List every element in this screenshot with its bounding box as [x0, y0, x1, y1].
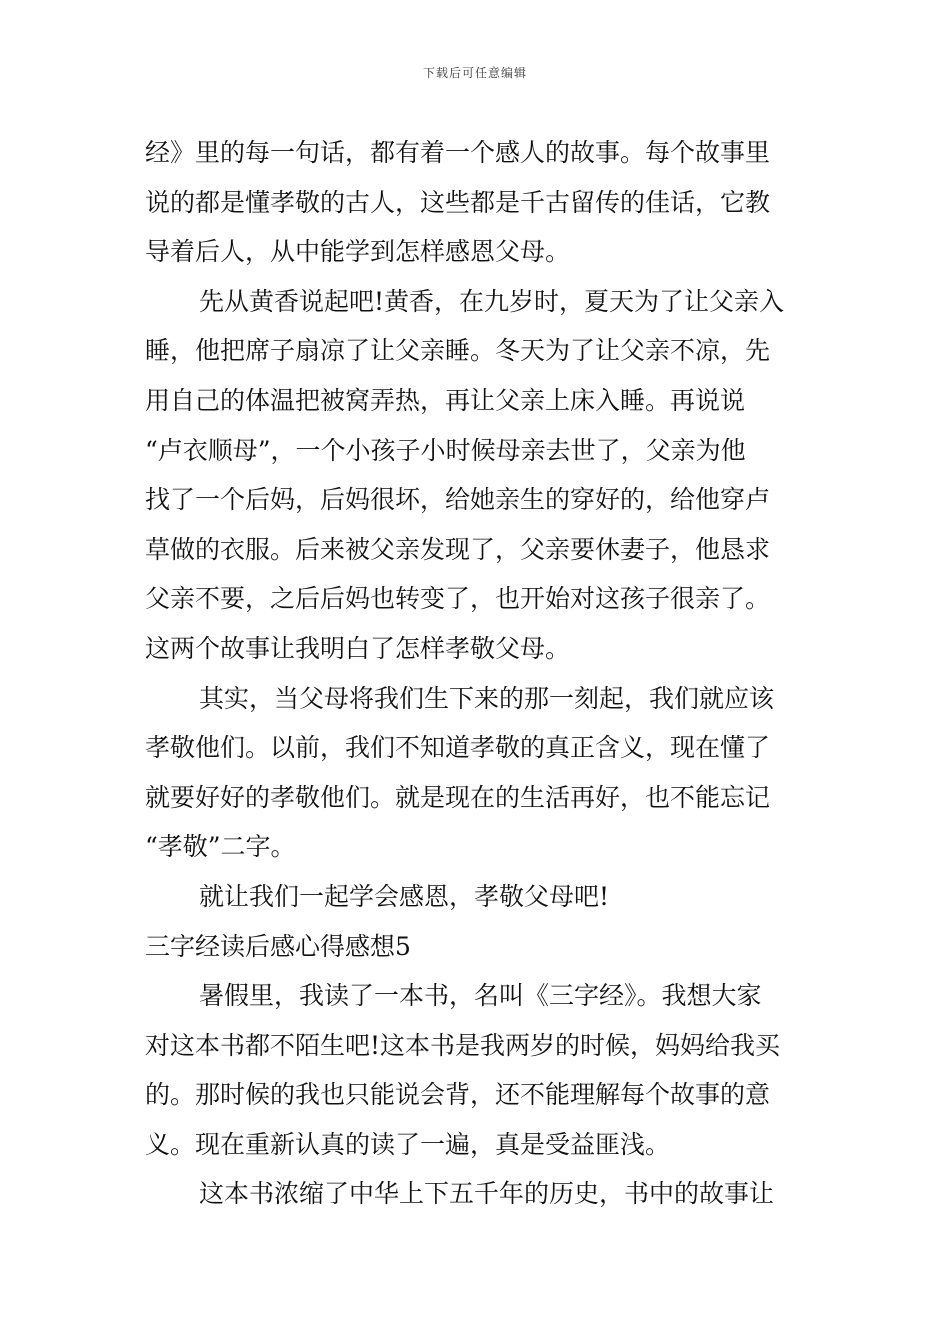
text-line: 导着后人，从中能学到怎样感恩父母。: [145, 237, 571, 267]
paragraph-start-line: 这本书浓缩了中华上下五千年的历史，书中的故事让: [199, 1179, 775, 1209]
text-line: 找了一个后妈，后妈很坏，给她亲生的穿好的，给他穿卢: [145, 485, 771, 515]
text-line: 经》里的每一句话，都有着一个感人的故事。每个故事里: [145, 138, 771, 167]
text-line: 义。现在重新认真的读了一遍，真是受益匪浅。: [145, 1129, 671, 1159]
paragraph-start-line: 先从黄香说起吧!黄香，在九岁时，夏天为了让父亲入: [199, 286, 785, 316]
paragraph-start-line: 其实，当父母将我们生下来的那一刻起，我们就应该: [199, 683, 775, 713]
section-title: 三字经读后感心得感想5: [145, 931, 411, 961]
text-line: “孝敬”二字。: [145, 832, 296, 862]
paragraph-start-line: 暑假里，我读了一本书，名叫《三字经》。我想大家: [199, 981, 762, 1011]
text-line: 这两个故事让我明白了怎样孝敬父母。: [145, 633, 571, 663]
text-line: 草做的衣服。后来被父亲发现了，父亲要休妻子，他恳求: [145, 534, 771, 564]
text-line: 就要好好的孝敬他们。就是现在的生活再好，也不能忘记: [145, 782, 771, 812]
text-line: “卢衣顺母”，一个小孩子小时候母亲去世了，父亲为他: [145, 435, 746, 465]
text-line: 睡，他把席子扇凉了让父亲睡。冬天为了让父亲不凉，先: [145, 336, 771, 366]
text-line: 对这本书都不陌生吧!这本书是我两岁的时候，妈妈给我买: [145, 1030, 781, 1060]
text-line: 的。那时候的我也只能说会背，还不能理解每个故事的意: [145, 1080, 771, 1110]
paragraph-start-line: 就让我们一起学会感恩，孝敬父母吧!: [199, 881, 610, 911]
text-line: 父亲不要，之后后妈也转变了，也开始对这孩子很亲了。: [145, 584, 771, 614]
text-line: 用自己的体温把被窝弄热，再让父亲上床入睡。再说说: [145, 385, 746, 415]
text-line: 说的都是懂孝敬的古人，这些都是千古留传的佳话，它教: [145, 187, 771, 217]
page-header: 下载后可任意编辑: [422, 66, 527, 80]
document-body: [145, 128, 810, 1219]
text-line: 孝敬他们。以前，我们不知道孝敬的真正含义，现在懂了: [145, 733, 771, 763]
